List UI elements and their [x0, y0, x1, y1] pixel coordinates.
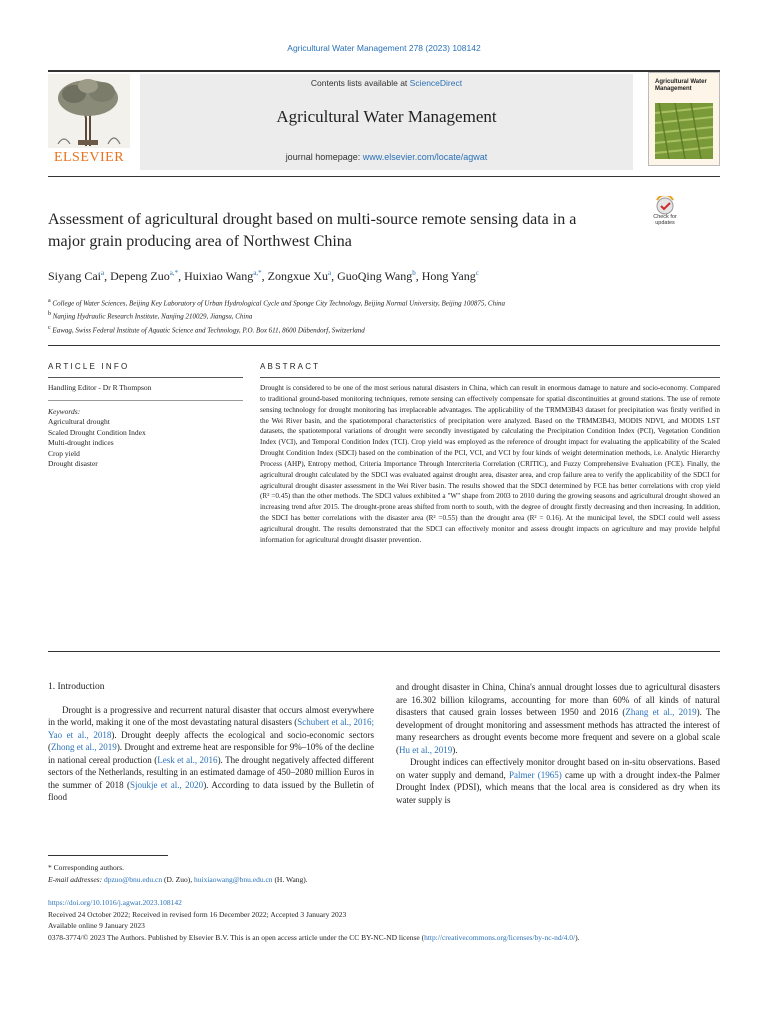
homepage-link[interactable]: www.elsevier.com/locate/agwat: [362, 152, 488, 162]
citation-link[interactable]: Hu et al., 2019: [399, 744, 453, 755]
affiliation-item: [48, 296, 688, 309]
masthead-bottom-rule: [48, 176, 720, 177]
author-name[interactable]: Huixiao Wang: [184, 269, 254, 283]
body-text: ).: [452, 744, 458, 755]
affiliation-mark: a: [48, 298, 51, 304]
citation-link[interactable]: Sjoukje et al., 2020: [130, 779, 204, 790]
keyword-item: Drought disaster: [48, 459, 98, 469]
footnote-rule: [48, 855, 168, 856]
author-affil-mark[interactable]: c: [475, 269, 479, 277]
body-text: Drought indices can effectively monitor drought based on in-situ observations. Based on water supply and demand,: [396, 757, 720, 780]
journal-homepage: [140, 152, 633, 162]
author-affil-mark[interactable]: a: [327, 269, 332, 277]
homepage-prefix: journal homepage:: [285, 152, 363, 162]
body-text: ). Drought and extreme heat are responsible for 9%–10% of the decline in national cereal production (: [48, 742, 374, 765]
keyword-item: Agricultural drought: [48, 417, 110, 427]
received-dates: Received 24 October 2022; Received in revised form 16 December 2022; Accepted 3 January 2023: [48, 909, 347, 919]
journal-cover-thumbnail[interactable]: [648, 72, 720, 166]
corresponding-authors-note: * Corresponding authors.: [48, 863, 125, 872]
author-affil-mark[interactable]: a,*: [253, 269, 262, 277]
affiliation-item: [48, 323, 688, 336]
email-link[interactable]: dpzuo@bnu.edu.cn: [103, 875, 163, 884]
handling-editor: Handling Editor - Dr R Thompson: [48, 383, 152, 392]
intro-paragraph: [396, 681, 720, 756]
intro-paragraph: [48, 704, 374, 804]
citation-link[interactable]: Palmer (1965): [509, 769, 562, 780]
cover-image: [655, 103, 713, 159]
author-affil-mark[interactable]: b: [412, 269, 416, 277]
body-text: ). The development of drought monitoring and assessment methods has attracted the interest of many researchers as drought events become more frequent and severe on a global scale (: [396, 707, 721, 755]
email-addresses: [48, 874, 720, 886]
article-info-rule: [48, 377, 243, 378]
affiliation-text: Nanjing Hydraulic Research Institute, Nanjing 210029, Jiangsu, China: [52, 312, 253, 321]
license-statement: [48, 932, 720, 944]
keywords-block: [48, 407, 243, 469]
cover-title: Agricultural Water Management: [655, 79, 707, 92]
masthead-top-rule: [48, 70, 720, 72]
author-name[interactable]: Siyang Cai: [48, 269, 101, 283]
body-text: ). According to data issued by the Bulletin of flood: [48, 779, 374, 802]
license-link[interactable]: http://creativecommons.org/licenses/by-nc-nd/4.0/: [424, 932, 576, 942]
abstract-rule: [260, 377, 720, 378]
keyword-item: Crop yield: [48, 448, 80, 458]
sciencedirect-link[interactable]: ScienceDirect: [409, 78, 463, 88]
body-column-left: [48, 681, 374, 804]
citation-link[interactable]: Lesk et al., 2016: [157, 754, 218, 765]
intro-paragraph: [396, 756, 720, 806]
author-name[interactable]: Zongxue Xu: [267, 269, 328, 283]
affiliation-item: [48, 309, 688, 322]
abstract-text: Drought is considered to be one of the most serious natural disasters in China, which can result in enormous damage to nature and socio-economy. Compared to traditional ground-based monitoring techniques, remote sensing can effectively compensate for spatial discontinuities at ground stations. The use of remote sensing technology for drought monitoring has irreplaceable advantages. The applicability of the TRMM3B43 dataset for precipitation was firstly verified in the Wei River basin, and the spatiotemporal characteristics of precipitation were analyzed. Based on the TRMM3B43, MODIS NDVI, and MODIS LST datasets, the spatiotemporal variations of drought were secondly investigated by calculating the Precipitation Condition Index (PCI), Vegetation Condition Index (VCI), and Temporal Condition Index (TCI). Crop yield was employed as the reference of drought impact for evaluating the applicability of the Scaled Drought Condition Index (SDCI) based on the combination of the PCI, VCI, and VCI by four kinds of weight determination methods, i.e. Analytic Hierarchy Process (AHP), Entropy method, Criteria Importance Through Intercriteria Correlation (CRITIC), and Fuzzy Comprehensive Evaluation (FCE). Finally, the agricultural drought calculated by the SDCI was evaluated against drought area, disaster area, and crop failure area to verify the applicability of the SDCI for agricultural drought disaster assessment in the Wei River basin. The results showed that the SDCI determined by FCE has better correlations with crop yield (R² =0.45) than the other methods. The SDCI values exhibited a "W" shape from 2003 to 2010 during the growing seasons and agricultural drought showed an increasing trend after 2015. The drought-prone areas shifted from north to south, with the degree of drought firstly decreasing and then increasing. In addition, the SDCI has better correlations with the disaster area (R² =0.55) than the drought area (R² = 0.16). At the municipal level, the SDCI could well assess agricultural drought. The results demonstrated that the SDCI can effectively monitor and assess drought impacts on agriculture and may provide helpful information for agricultural drought disaster prevention.: [260, 384, 720, 544]
journal-citation[interactable]: Agricultural Water Management 278 (2023) 108142: [287, 43, 481, 53]
contents-line: [140, 78, 633, 88]
license-text: 0378-3774/© 2023 The Authors. Published by Elsevier B.V. This is an open access article under the CC BY-NC-ND license (: [48, 932, 425, 942]
journal-title: Agricultural Water Management: [276, 107, 497, 126]
abstract-bottom-rule: [48, 651, 720, 652]
body-text: ). Drought deeply affects the ecological and socio-economic sectors (: [48, 729, 374, 752]
author-name[interactable]: Hong Yang: [421, 269, 476, 283]
article-info-heading: ARTICLE INFO: [48, 362, 130, 371]
body-text: came up with a drought index-the Palmer Drought Index (PDSI), which means that the local area is considered as dry when its water supply is: [396, 769, 720, 805]
keywords-rule: [48, 400, 243, 401]
body-text: ). The drought negatively affected different sectors of the Netherlands, resulting in an estimated damage of 450–2080 million Euros in the summer of 2018 (: [48, 754, 374, 790]
elsevier-wordmark: ELSEVIER: [53, 150, 125, 165]
author-affil-mark[interactable]: a,*: [169, 269, 179, 277]
publication-info: [48, 897, 720, 943]
keyword-item: Multi-drought indices: [48, 438, 114, 448]
citation-link[interactable]: Zhang et al., 2019: [625, 707, 697, 717]
body-column-right: [396, 681, 720, 806]
affiliation-mark: c: [48, 324, 51, 331]
section-heading-introduction: 1. Introduction: [48, 682, 105, 692]
article-title: Assessment of agricultural drought based on multi-source remote sensing data in a major grain producing area of Northwest China: [48, 211, 577, 250]
citation-link[interactable]: Schubert et al., 2016; Yao et al., 2018: [48, 717, 374, 740]
affiliations: [48, 296, 688, 336]
doi-link[interactable]: https://doi.org/10.1016/j.agwat.2023.108142: [48, 898, 182, 907]
available-online: Available online 9 January 2023: [48, 921, 145, 930]
keyword-item: Scaled Drought Condition Index: [48, 427, 146, 437]
citation-link[interactable]: Zhong et al., 2019: [51, 742, 117, 752]
affiliation-mark: b: [48, 311, 51, 318]
check-for-updates-label[interactable]: Check for updates: [653, 214, 677, 226]
author-list: Siyang Cai$^a$, Depeng Zuo$^{a,*}$, Huixiao Wang$^{a,*}$, Zongxue Xu$^a$, GuoQing Wang$^b$, Hong Yang$^c$: [48, 269, 479, 283]
affiliation-rule: [48, 345, 720, 346]
affiliation-text: Eawag, Swiss Federal Institute of Aquatic Science and Technology, P.O. Box 611, 8600 Dübendorf, Switzerland: [52, 325, 365, 334]
email-link[interactable]: huixiaowang@bnu.edu.cn: [194, 875, 273, 884]
author-name[interactable]: GuoQing Wang: [337, 269, 413, 283]
email-owner: (H. Wang).: [272, 875, 308, 884]
footnotes: [48, 862, 720, 886]
body-text: and drought disaster in China, China's annual drought losses due to agricultural disasters are 16.302 billion kilograms, accounting for more than 60% of all kinds of natural disasters that caused grain losses between 1950 and 2016 (: [396, 682, 720, 717]
affiliation-text: College of Water Sciences, Beijing Key Laboratory of Urban Hydrological Cycle and Sponge City Technology, Beijing Normal University, Beijing 100875, China: [52, 299, 506, 308]
contents-prefix: Contents lists available at: [310, 78, 410, 88]
author-name[interactable]: Depeng Zuo: [110, 269, 170, 283]
email-label: E-mail addresses:: [48, 875, 103, 884]
license-end: ).: [575, 932, 580, 942]
author-affil-mark[interactable]: a: [101, 269, 105, 277]
body-text: Drought is a progressive and recurrent natural disaster that occurs almost everywhere in the world, making it one of the most devastating natural disasters (: [48, 704, 374, 727]
abstract-heading: ABSTRACT: [260, 362, 321, 371]
keywords-label: Keywords:: [48, 407, 81, 416]
email-owner: (D. Zuo),: [162, 875, 194, 884]
